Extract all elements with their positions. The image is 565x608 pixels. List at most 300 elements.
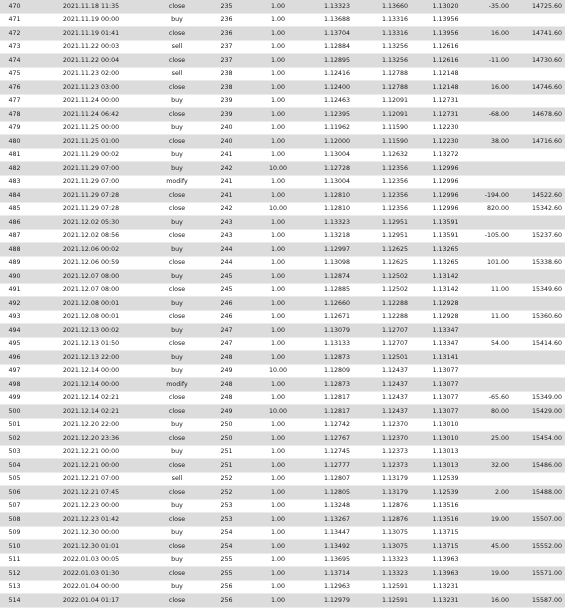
row-number-cell: 510 [0, 540, 29, 554]
trade-type-cell: buy [153, 351, 201, 365]
stop-loss-cell: 1.12356 [370, 202, 420, 216]
lot-size-cell: 1.00 [252, 270, 304, 284]
trade-type-cell: buy [153, 94, 201, 108]
take-profit-cell: 1.12731 [420, 94, 471, 108]
trade-time-cell: 2021.11.22 00:04 [29, 54, 153, 68]
trade-time-cell: 2021.11.23 03:00 [29, 81, 153, 95]
take-profit-cell: 1.13142 [420, 283, 471, 297]
row-number-cell: 508 [0, 513, 29, 527]
row-number-cell: 485 [0, 202, 29, 216]
price-cell: 1.13492 [304, 540, 370, 554]
stop-loss-cell: 1.12876 [370, 499, 420, 513]
balance-cell: 15338.60 [512, 256, 565, 270]
trade-type-cell: close [153, 135, 201, 149]
balance-cell: 14522.60 [512, 189, 565, 203]
balance-cell [512, 270, 565, 284]
stop-loss-cell: 1.12370 [370, 432, 420, 446]
price-cell: 1.12810 [304, 189, 370, 203]
row-number-cell: 473 [0, 40, 29, 54]
order-id-cell: 238 [201, 81, 252, 95]
price-cell: 1.12463 [304, 94, 370, 108]
balance-cell: 14746.60 [512, 81, 565, 95]
table-row [0, 580, 565, 594]
trade-type-cell: buy [153, 270, 201, 284]
stop-loss-cell: 1.12437 [370, 405, 420, 419]
price-cell: 1.12777 [304, 459, 370, 473]
price-cell: 1.13098 [304, 256, 370, 270]
trade-type-cell: buy [153, 553, 201, 567]
lot-size-cell: 1.00 [252, 229, 304, 243]
take-profit-cell: 1.12996 [420, 175, 471, 189]
order-id-cell: 253 [201, 513, 252, 527]
take-profit-cell: 1.12731 [420, 108, 471, 122]
row-number-cell: 490 [0, 270, 29, 284]
stop-loss-cell: 1.12707 [370, 324, 420, 338]
lot-size-cell: 1.00 [252, 27, 304, 41]
table-row [0, 67, 565, 81]
trade-type-cell: sell [153, 67, 201, 81]
trade-type-cell: close [153, 486, 201, 500]
take-profit-cell: 1.13272 [420, 148, 471, 162]
trade-time-cell: 2021.12.20 22:00 [29, 418, 153, 432]
lot-size-cell: 1.00 [252, 256, 304, 270]
profit-cell: 19.00 [471, 567, 512, 581]
lot-size-cell: 1.00 [252, 337, 304, 351]
profit-cell [471, 175, 512, 189]
balance-cell: 15429.00 [512, 405, 565, 419]
table-row [0, 81, 565, 95]
lot-size-cell: 10.00 [252, 162, 304, 176]
order-id-cell: 235 [201, 0, 252, 13]
table-row [0, 148, 565, 162]
stop-loss-cell: 1.12951 [370, 229, 420, 243]
lot-size-cell: 1.00 [252, 81, 304, 95]
balance-cell [512, 499, 565, 513]
stop-loss-cell: 1.12437 [370, 378, 420, 392]
row-number-cell: 489 [0, 256, 29, 270]
price-cell: 1.12805 [304, 486, 370, 500]
lot-size-cell: 1.00 [252, 378, 304, 392]
balance-cell: 15488.00 [512, 486, 565, 500]
take-profit-cell: 1.13010 [420, 418, 471, 432]
trade-time-cell: 2021.12.21 00:00 [29, 459, 153, 473]
take-profit-cell: 1.13516 [420, 499, 471, 513]
row-number-cell: 472 [0, 27, 29, 41]
trade-type-cell: close [153, 256, 201, 270]
balance-cell [512, 40, 565, 54]
lot-size-cell: 1.00 [252, 459, 304, 473]
trade-time-cell: 2021.11.19 00:00 [29, 13, 153, 27]
order-id-cell: 237 [201, 40, 252, 54]
table-row [0, 94, 565, 108]
trade-time-cell: 2022.01.04 01:17 [29, 594, 153, 608]
order-id-cell: 255 [201, 553, 252, 567]
take-profit-cell: 1.12539 [420, 472, 471, 486]
take-profit-cell: 1.13265 [420, 243, 471, 257]
trade-time-cell: 2021.11.19 01:41 [29, 27, 153, 41]
take-profit-cell: 1.13013 [420, 459, 471, 473]
lot-size-cell: 1.00 [252, 567, 304, 581]
trade-type-cell: buy [153, 324, 201, 338]
table-row [0, 324, 565, 338]
trade-time-cell: 2022.01.03 01:30 [29, 567, 153, 581]
order-id-cell: 243 [201, 216, 252, 230]
order-id-cell: 245 [201, 283, 252, 297]
balance-cell: 14678.60 [512, 108, 565, 122]
row-number-cell: 486 [0, 216, 29, 230]
lot-size-cell: 1.00 [252, 351, 304, 365]
price-cell: 1.12817 [304, 405, 370, 419]
row-number-cell: 475 [0, 67, 29, 81]
price-cell: 1.12810 [304, 202, 370, 216]
take-profit-cell: 1.13077 [420, 391, 471, 405]
order-id-cell: 249 [201, 364, 252, 378]
balance-cell [512, 580, 565, 594]
trade-time-cell: 2021.12.21 07:00 [29, 472, 153, 486]
balance-cell: 15342.60 [512, 202, 565, 216]
profit-cell [471, 364, 512, 378]
table-row [0, 553, 565, 567]
trade-type-cell: close [153, 81, 201, 95]
trade-time-cell: 2021.11.29 07:28 [29, 189, 153, 203]
trade-time-cell: 2021.11.18 11:35 [29, 0, 153, 13]
stop-loss-cell: 1.12632 [370, 148, 420, 162]
table-row [0, 108, 565, 122]
stop-loss-cell: 1.13179 [370, 486, 420, 500]
take-profit-cell: 1.13347 [420, 337, 471, 351]
trade-time-cell: 2021.11.23 02:00 [29, 67, 153, 81]
take-profit-cell: 1.13077 [420, 405, 471, 419]
profit-cell: 16.00 [471, 27, 512, 41]
trade-type-cell: close [153, 337, 201, 351]
order-id-cell: 245 [201, 270, 252, 284]
balance-cell [512, 121, 565, 135]
trade-time-cell: 2021.12.21 07:45 [29, 486, 153, 500]
stop-loss-cell: 1.12437 [370, 364, 420, 378]
profit-cell [471, 351, 512, 365]
trade-time-cell: 2021.12.13 01:50 [29, 337, 153, 351]
price-cell: 1.13714 [304, 567, 370, 581]
trade-time-cell: 2022.01.03 00:05 [29, 553, 153, 567]
table-row [0, 459, 565, 473]
row-number-cell: 474 [0, 54, 29, 68]
trade-type-cell: close [153, 405, 201, 419]
price-cell: 1.12395 [304, 108, 370, 122]
take-profit-cell: 1.12539 [420, 486, 471, 500]
balance-cell [512, 418, 565, 432]
balance-cell [512, 472, 565, 486]
profit-cell [471, 243, 512, 257]
order-id-cell: 254 [201, 526, 252, 540]
table-row [0, 405, 565, 419]
balance-cell [512, 162, 565, 176]
row-number-cell: 484 [0, 189, 29, 203]
order-id-cell: 240 [201, 121, 252, 135]
trade-time-cell: 2021.11.24 06:42 [29, 108, 153, 122]
profit-cell: -35.00 [471, 0, 512, 13]
take-profit-cell: 1.12928 [420, 310, 471, 324]
stop-loss-cell: 1.13316 [370, 13, 420, 27]
row-number-cell: 487 [0, 229, 29, 243]
take-profit-cell: 1.13591 [420, 216, 471, 230]
order-id-cell: 251 [201, 459, 252, 473]
price-cell: 1.12671 [304, 310, 370, 324]
row-number-cell: 493 [0, 310, 29, 324]
trade-time-cell: 2021.11.29 07:28 [29, 202, 153, 216]
table-row [0, 337, 565, 351]
trade-type-cell: close [153, 567, 201, 581]
trade-type-cell: close [153, 189, 201, 203]
trade-type-cell: buy [153, 526, 201, 540]
lot-size-cell: 1.00 [252, 13, 304, 27]
price-cell: 1.13688 [304, 13, 370, 27]
profit-cell [471, 553, 512, 567]
balance-cell [512, 67, 565, 81]
profit-cell: 2.00 [471, 486, 512, 500]
trade-type-cell: modify [153, 378, 201, 392]
profit-cell [471, 67, 512, 81]
lot-size-cell: 1.00 [252, 67, 304, 81]
profit-cell: -65.60 [471, 391, 512, 405]
row-number-cell: 512 [0, 567, 29, 581]
row-number-cell: 476 [0, 81, 29, 95]
row-number-cell: 513 [0, 580, 29, 594]
stop-loss-cell: 1.13179 [370, 472, 420, 486]
balance-cell: 14716.60 [512, 135, 565, 149]
balance-cell: 15237.60 [512, 229, 565, 243]
take-profit-cell: 1.13010 [420, 432, 471, 446]
stop-loss-cell: 1.12373 [370, 445, 420, 459]
price-cell: 1.13133 [304, 337, 370, 351]
trade-type-cell: close [153, 391, 201, 405]
profit-cell: -105.00 [471, 229, 512, 243]
lot-size-cell: 1.00 [252, 148, 304, 162]
take-profit-cell: 1.13141 [420, 351, 471, 365]
lot-size-cell: 1.00 [252, 513, 304, 527]
take-profit-cell: 1.12148 [420, 81, 471, 95]
table-row [0, 540, 565, 554]
lot-size-cell: 1.00 [252, 432, 304, 446]
order-id-cell: 249 [201, 405, 252, 419]
table-row [0, 175, 565, 189]
lot-size-cell: 1.00 [252, 175, 304, 189]
take-profit-cell: 1.13231 [420, 580, 471, 594]
stop-loss-cell: 1.12707 [370, 337, 420, 351]
table-row [0, 135, 565, 149]
table-row [0, 445, 565, 459]
lot-size-cell: 1.00 [252, 391, 304, 405]
trade-time-cell: 2021.12.02 08:56 [29, 229, 153, 243]
trade-type-cell: buy [153, 445, 201, 459]
price-cell: 1.13248 [304, 499, 370, 513]
lot-size-cell: 1.00 [252, 94, 304, 108]
price-cell: 1.13218 [304, 229, 370, 243]
lot-size-cell: 1.00 [252, 108, 304, 122]
lot-size-cell: 1.00 [252, 580, 304, 594]
trade-type-cell: buy [153, 148, 201, 162]
trade-type-cell: buy [153, 297, 201, 311]
take-profit-cell: 1.13347 [420, 324, 471, 338]
trade-type-cell: close [153, 432, 201, 446]
order-id-cell: 241 [201, 175, 252, 189]
table-row [0, 418, 565, 432]
row-number-cell: 503 [0, 445, 29, 459]
balance-cell: 15454.00 [512, 432, 565, 446]
price-cell: 1.12979 [304, 594, 370, 608]
profit-cell [471, 472, 512, 486]
trade-time-cell: 2021.12.14 02:21 [29, 391, 153, 405]
take-profit-cell: 1.13715 [420, 540, 471, 554]
lot-size-cell: 1.00 [252, 594, 304, 608]
trade-time-cell: 2021.12.23 01:42 [29, 513, 153, 527]
profit-cell [471, 445, 512, 459]
stop-loss-cell: 1.12591 [370, 594, 420, 608]
stop-loss-cell: 1.12373 [370, 459, 420, 473]
trade-type-cell: sell [153, 472, 201, 486]
row-number-cell: 496 [0, 351, 29, 365]
trade-time-cell: 2021.12.21 00:00 [29, 445, 153, 459]
trade-type-cell: close [153, 459, 201, 473]
row-number-cell: 477 [0, 94, 29, 108]
row-number-cell: 499 [0, 391, 29, 405]
trade-time-cell: 2021.12.14 00:00 [29, 378, 153, 392]
lot-size-cell: 1.00 [252, 0, 304, 13]
profit-cell [471, 499, 512, 513]
lot-size-cell: 1.00 [252, 40, 304, 54]
row-number-cell: 471 [0, 13, 29, 27]
profit-cell [471, 121, 512, 135]
table-row [0, 310, 565, 324]
take-profit-cell: 1.13956 [420, 27, 471, 41]
row-number-cell: 498 [0, 378, 29, 392]
stop-loss-cell: 1.12502 [370, 283, 420, 297]
lot-size-cell: 1.00 [252, 121, 304, 135]
trade-time-cell: 2021.12.08 00:01 [29, 297, 153, 311]
order-id-cell: 241 [201, 189, 252, 203]
lot-size-cell: 1.00 [252, 324, 304, 338]
take-profit-cell: 1.13591 [420, 229, 471, 243]
row-number-cell: 507 [0, 499, 29, 513]
profit-cell [471, 418, 512, 432]
trade-time-cell: 2021.11.29 07:00 [29, 162, 153, 176]
profit-cell: 54.00 [471, 337, 512, 351]
trade-type-cell: buy [153, 162, 201, 176]
stop-loss-cell: 1.11590 [370, 135, 420, 149]
table-row [0, 351, 565, 365]
row-number-cell: 478 [0, 108, 29, 122]
price-cell: 1.12874 [304, 270, 370, 284]
price-cell: 1.12000 [304, 135, 370, 149]
price-cell: 1.13704 [304, 27, 370, 41]
price-cell: 1.12728 [304, 162, 370, 176]
lot-size-cell: 1.00 [252, 189, 304, 203]
lot-size-cell: 1.00 [252, 472, 304, 486]
trade-type-cell: buy [153, 418, 201, 432]
balance-cell [512, 445, 565, 459]
price-cell: 1.12817 [304, 391, 370, 405]
trade-time-cell: 2022.01.04 00:00 [29, 580, 153, 594]
profit-cell: 11.00 [471, 283, 512, 297]
trade-time-cell: 2021.12.07 08:00 [29, 270, 153, 284]
order-id-cell: 237 [201, 54, 252, 68]
table-row [0, 13, 565, 27]
price-cell: 1.13323 [304, 0, 370, 13]
profit-cell: 820.00 [471, 202, 512, 216]
price-cell: 1.13447 [304, 526, 370, 540]
price-cell: 1.12884 [304, 40, 370, 54]
table-row [0, 472, 565, 486]
trade-time-cell: 2021.12.14 00:00 [29, 364, 153, 378]
price-cell: 1.12416 [304, 67, 370, 81]
price-cell: 1.12963 [304, 580, 370, 594]
take-profit-cell: 1.13020 [420, 0, 471, 13]
take-profit-cell: 1.13265 [420, 256, 471, 270]
stop-loss-cell: 1.12288 [370, 297, 420, 311]
trade-time-cell: 2021.12.20 23:36 [29, 432, 153, 446]
price-cell: 1.12660 [304, 297, 370, 311]
price-cell: 1.12873 [304, 378, 370, 392]
trade-type-cell: buy [153, 364, 201, 378]
price-cell: 1.13267 [304, 513, 370, 527]
row-number-cell: 502 [0, 432, 29, 446]
stop-loss-cell: 1.13075 [370, 526, 420, 540]
price-cell: 1.13004 [304, 175, 370, 189]
take-profit-cell: 1.13516 [420, 513, 471, 527]
profit-cell [471, 324, 512, 338]
balance-cell [512, 175, 565, 189]
trade-time-cell: 2021.12.14 02:21 [29, 405, 153, 419]
take-profit-cell: 1.12928 [420, 297, 471, 311]
row-number-cell: 509 [0, 526, 29, 540]
order-id-cell: 243 [201, 229, 252, 243]
row-number-cell: 495 [0, 337, 29, 351]
row-number-cell: 480 [0, 135, 29, 149]
profit-cell: 38.00 [471, 135, 512, 149]
trade-time-cell: 2021.12.23 00:00 [29, 499, 153, 513]
row-number-cell: 505 [0, 472, 29, 486]
table-row [0, 567, 565, 581]
order-id-cell: 255 [201, 567, 252, 581]
take-profit-cell: 1.13013 [420, 445, 471, 459]
price-cell: 1.12767 [304, 432, 370, 446]
order-id-cell: 253 [201, 499, 252, 513]
take-profit-cell: 1.13142 [420, 270, 471, 284]
order-id-cell: 241 [201, 148, 252, 162]
row-number-cell: 482 [0, 162, 29, 176]
profit-cell [471, 13, 512, 27]
table-row [0, 486, 565, 500]
profit-cell: 16.00 [471, 594, 512, 608]
lot-size-cell: 1.00 [252, 499, 304, 513]
profit-cell: 25.00 [471, 432, 512, 446]
stop-loss-cell: 1.12091 [370, 108, 420, 122]
balance-cell: 14725.60 [512, 0, 565, 13]
balance-cell: 15349.60 [512, 283, 565, 297]
table-row [0, 432, 565, 446]
stop-loss-cell: 1.12288 [370, 310, 420, 324]
stop-loss-cell: 1.13075 [370, 540, 420, 554]
table-row [0, 391, 565, 405]
balance-cell: 15349.00 [512, 391, 565, 405]
profit-cell [471, 378, 512, 392]
order-id-cell: 242 [201, 162, 252, 176]
price-cell: 1.11962 [304, 121, 370, 135]
balance-cell: 14730.60 [512, 54, 565, 68]
order-id-cell: 256 [201, 580, 252, 594]
profit-cell: 19.00 [471, 513, 512, 527]
lot-size-cell: 10.00 [252, 364, 304, 378]
trade-type-cell: close [153, 0, 201, 13]
